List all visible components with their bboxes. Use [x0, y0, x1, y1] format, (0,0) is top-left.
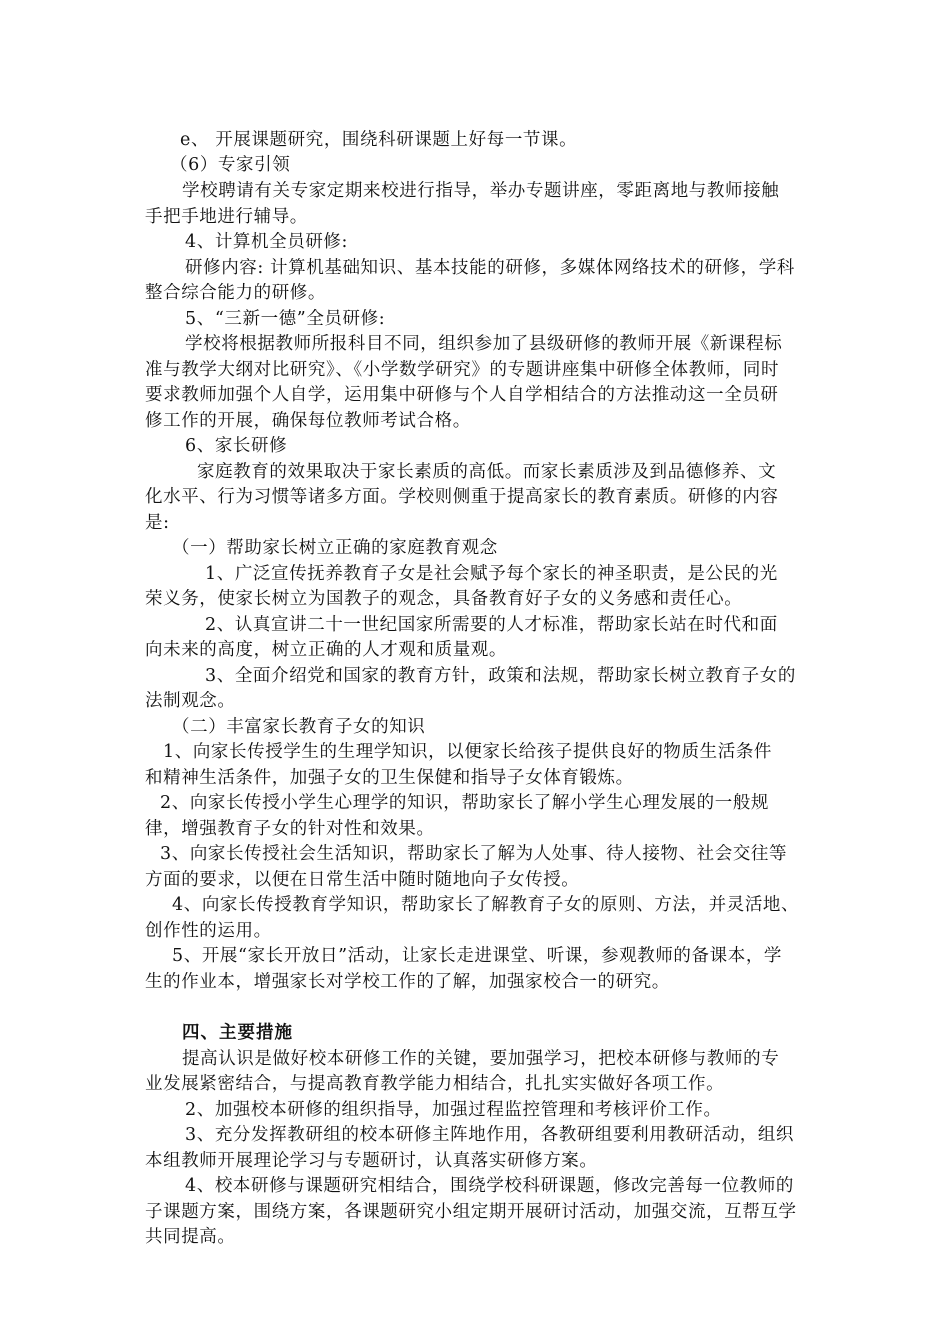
- text-line: 4、校本研修与课题研究相结合，围绕学校科研课题，修改完善每一位教师的: [185, 1176, 795, 1196]
- text-line: 2、认真宣讲二十一世纪国家所需要的人才标准，帮助家长站在时代和面: [205, 615, 778, 635]
- text-line: 提高认识是做好校本研修工作的关键，要加强学习，把校本研修与教师的专: [182, 1049, 780, 1069]
- text-line: 律，增强教育子女的针对性和效果。: [145, 819, 435, 839]
- subsection-heading: （一）帮助家长树立正确的家庭教育观念: [172, 538, 498, 558]
- text-line: 子课题方案，围绕方案，各课题研究小组定期开展研讨活动，加强交流，互帮互学: [145, 1202, 797, 1222]
- subsection-heading: （二）丰富家长教育子女的知识: [172, 717, 426, 737]
- text-line: 是:: [145, 513, 170, 533]
- text-line: 本组教师开展理论学习与专题研讨，认真落实研修方案。: [145, 1151, 598, 1171]
- text-line: 研修内容: 计算机基础知识、基本技能的研修，多媒体网络技术的研修，学科: [185, 258, 795, 278]
- text-line: 5、开展“家长开放日”活动，让家长走进课堂、听课，参观教师的备课本，学: [172, 946, 783, 966]
- text-line: 法制观念。: [145, 691, 236, 711]
- text-line: 业发展紧密结合，与提高教育教学能力相结合，扎扎实实做好各项工作。: [145, 1074, 725, 1094]
- text-line: 3、向家长传授社会生活知识，帮助家长了解为人处事、待人接物、社会交往等: [160, 844, 788, 864]
- text-line: 整合综合能力的研修。: [145, 283, 326, 303]
- text-line: 学校将根据教师所报科目不同，组织参加了县级研修的教师开展《新课程标: [185, 334, 783, 354]
- text-line: 学校聘请有关专家定期来校进行指导，举办专题讲座，零距离地与教师接触: [182, 181, 780, 201]
- text-line: 荣义务，使家长树立为国教子的观念，具备教育好子女的义务感和责任心。: [145, 589, 743, 609]
- section-heading: 6、家长研修: [185, 436, 288, 456]
- text-line: 化水平、行为习惯等诸多方面。学校则侧重于提高家长的教育素质。研修的内容: [145, 487, 779, 507]
- section-heading: 5、“三新一德”全员研修:: [185, 309, 386, 329]
- section-heading: 4、计算机全员研修:: [185, 232, 349, 252]
- text-line: 创作性的运用。: [145, 921, 272, 941]
- text-line: 3、全面介绍党和国家的教育方针，政策和法规，帮助家长树立教育子女的: [205, 666, 796, 686]
- text-line: （6）专家引领: [170, 155, 291, 175]
- text-line: 1、广泛宣传抚养教育子女是社会赋予每个家长的神圣职责，是公民的光: [205, 564, 778, 584]
- text-line: 修工作的开展，确保每位教师考试合格。: [145, 411, 471, 431]
- text-line: 方面的要求，以便在日常生活中随时随地向子女传授。: [145, 870, 580, 890]
- text-line: 向未来的高度，树立正确的人才观和质量观。: [145, 640, 507, 660]
- text-line: 手把手地进行辅导。: [145, 207, 308, 227]
- text-line: 2、向家长传授小学生心理学的知识，帮助家长了解小学生心理发展的一般规: [160, 793, 770, 813]
- text-line: 4、向家长传授教育学知识，帮助家长了解教育子女的原则、方法，并灵活地、: [172, 895, 800, 915]
- text-line: 准与教学大纲对比研究》、《小学数学研究》的专题讲座集中研修全体教师，同时: [145, 360, 780, 380]
- text-line: 3、充分发挥教研组的校本研修主阵地作用，各教研组要利用教研活动，组织: [185, 1125, 795, 1145]
- text-line: 2、加强校本研修的组织指导，加强过程监控管理和考核评价工作。: [185, 1100, 722, 1120]
- text-line: e、 开展课题研究，围绕科研课题上好每一节课。: [180, 130, 578, 150]
- text-line: 1、向家长传授学生的生理学知识，以便家长给孩子提供良好的物质生活条件: [163, 742, 773, 762]
- text-line: 和精神生活条件，加强子女的卫生保健和指导子女体育锻炼。: [145, 768, 634, 788]
- text-line: 共同提高。: [145, 1227, 236, 1247]
- section-title: 四、主要措施: [182, 1023, 293, 1043]
- text-line: 要求教师加强个人自学，运用集中研修与个人自学相结合的方法推动这一全员研: [145, 385, 779, 405]
- text-line: 家庭教育的效果取决于家长素质的高低。而家长素质涉及到品德修养、文: [197, 462, 777, 482]
- text-line: 生的作业本，增强家长对学校工作的了解，加强家校合一的研究。: [145, 972, 670, 992]
